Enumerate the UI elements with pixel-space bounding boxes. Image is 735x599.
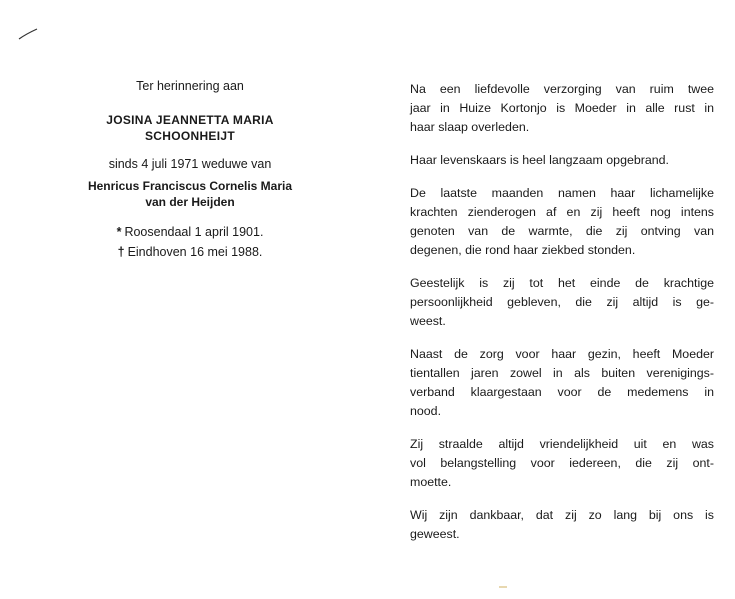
husband-name-line1: Henricus Franciscus Cornelis Maria [87,179,293,193]
text-line: jaar in Huize Kortonjo is Moeder in alle rust in [410,101,714,115]
text-line: weest. [410,314,446,328]
paragraph-4 [410,274,714,331]
text-line: Naast de zorg voor haar gezin, heeft Moeder [410,347,714,361]
paper-speck [499,586,507,588]
text-line: moette. [410,475,452,489]
text-line: Haar levenskaars is heel langzaam opgebrand. [410,153,669,167]
text-line: persoonlijkheid gebleven, die zij altijd is ge- [410,295,714,309]
paragraph-2 [410,151,714,170]
text-line: genoten van de warmte, die zij ontving van [410,224,714,238]
deceased-name-line2: SCHOONHEIJT [145,129,235,143]
death-text: Eindhoven 16 mei 1988. [127,245,263,259]
text-line: krachten zienderogen af en zij heeft nog intens [410,205,714,219]
text-line: Zij straalde altijd vriendelijkheid uit en was [410,437,714,451]
text-line: tientallen jaren zowel in als buiten verenigings- [410,366,714,380]
text-line: degenen, die rond haar ziekbed stonden. [410,243,636,257]
death-line [60,244,320,260]
text-line: haar slaap overleden. [410,120,530,134]
birth-text: Roosendaal 1 april 1901. [124,225,264,239]
paragraph-7 [410,506,714,544]
star-icon: * [116,225,122,239]
paragraph-3 [410,184,714,260]
birth-line [60,224,320,240]
text-line: geweest. [410,527,460,541]
pen-stroke-mark [18,28,38,40]
paragraph-1 [410,80,714,137]
text-line: De laatste maanden namen haar lichamelijke [410,186,714,200]
text-line: vol belangstelling voor iedereen, die zij ont- [410,456,714,470]
text-line: verband klaargestaan voor de medemens in [410,385,714,399]
left-column [60,78,320,260]
intro-text: Ter herinnering aan [136,79,244,93]
text-line: Wij zijn dankbaar, dat zij zo lang bij ons is [410,508,714,522]
husband-name-line2: van der Heijden [145,195,235,209]
text-line: nood. [410,404,442,418]
paragraph-6 [410,435,714,492]
cross-icon: † [117,245,125,259]
right-column [410,80,714,558]
paragraph-5 [410,345,714,421]
text-line: Geestelijk is zij tot het einde de krachtige [410,276,714,290]
deceased-name-line1: JOSINA JEANNETTA MARIA [106,113,274,127]
widow-line: sinds 4 juli 1971 weduwe van [108,157,272,171]
text-line: Na een liefdevolle verzorging van ruim twee [410,82,714,96]
